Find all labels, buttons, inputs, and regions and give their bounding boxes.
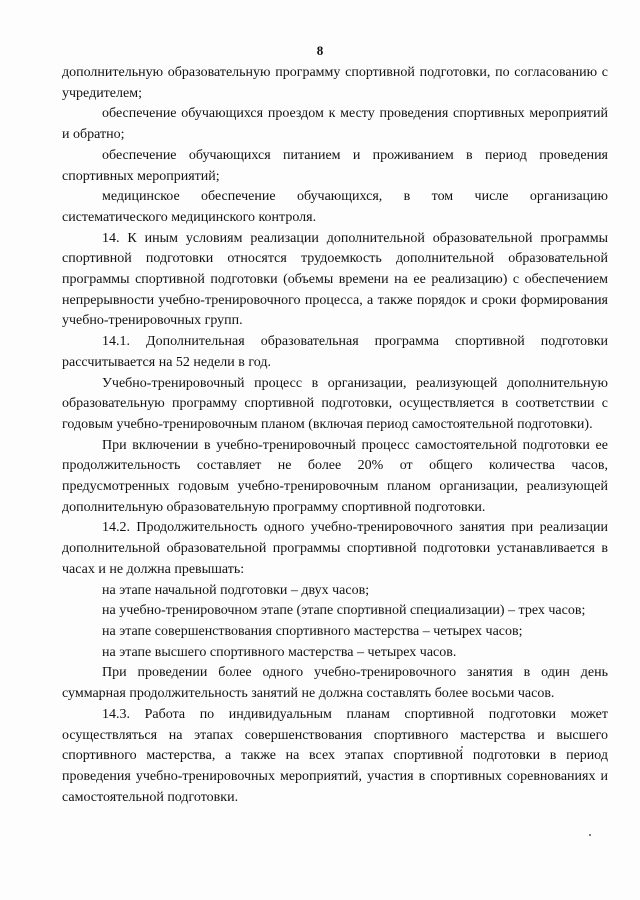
- page-number: 8: [316, 43, 324, 58]
- paragraph: 14.2. Продолжительность одного учебно-тренировочного занятия при реализации дополнительной образовательной программы спортивной подготовки устанавливается в часах и не должна превышать:: [62, 520, 608, 577]
- paragraph: дополнительную образовательную программу спортивной подготовки, по согласованию с учредителем;: [62, 65, 608, 101]
- paragraph: При включении в учебно-тренировочный процесс самостоятельной подготовки ее продолжительность составляет не более 20% от общего количества часов, предусмотренных годовым учебно-тренировочным планом организации, реализующей дополнительную образовательную программу спортивной подготовки.: [62, 437, 608, 515]
- paragraph: на учебно-тренировочном этапе (этапе спортивной специализации) – трех часов;: [102, 603, 586, 619]
- document-body: [62, 63, 608, 808]
- paragraph: на этапе высшего спортивного мастерства – четырех часов.: [102, 644, 457, 660]
- paragraph: на этапе совершенствования спортивного мастерства – четырех часов;: [102, 623, 523, 639]
- paragraph: обеспечение обучающихся проездом к месту проведения спортивных мероприятий и обратно;: [62, 106, 608, 143]
- paragraph: 14.3. Работа по индивидуальным планам спортивной подготовки может осуществляться на этапах совершенствования спортивного мастерства и высшего спортивного мастерства, а также на всех этапах спортивной подготовки в период проведения учебно-тренировочных мероприятий, участия в спортивных соревнованиях и самостоятельной подготовки.: [62, 706, 608, 805]
- scan-speck: [461, 746, 463, 748]
- paragraph: Учебно-тренировочный процесс в организации, реализующей дополнительную образовательную программу спортивной подготовки, осуществляется в соответствии с годовым учебно-тренировочным планом (включая период самостоятельной подготовки).: [62, 375, 608, 432]
- scan-speck: [589, 834, 591, 836]
- paragraph: При проведении более одного учебно-тренировочного занятия в один день суммарная продолжительность занятий не должна составлять более восьми часов.: [62, 665, 608, 702]
- paragraph: на этапе начальной подготовки – двух часов;: [102, 582, 370, 598]
- paragraph: 14. К иным условиям реализации дополнительной образовательной программы спортивной подготовки относятся трудоемкость дополнительной образовательной программы спортивной подготовки (объемы времени на ее реализацию) с обеспечением непрерывности учебно-тренировочного процесса, а также порядок и сроки формирования учебно-тренировочных групп.: [62, 230, 608, 329]
- paragraph: обеспечение обучающихся питанием и проживанием в период проведения спортивных мероприятий;: [62, 147, 608, 184]
- paragraph: медицинское обеспечение обучающихся, в том числе организацию систематического медицинского контроля.: [62, 189, 608, 225]
- paragraph: 14.1. Дополнительная образовательная программа спортивной подготовки рассчитывается на 52 недели в год.: [62, 334, 608, 370]
